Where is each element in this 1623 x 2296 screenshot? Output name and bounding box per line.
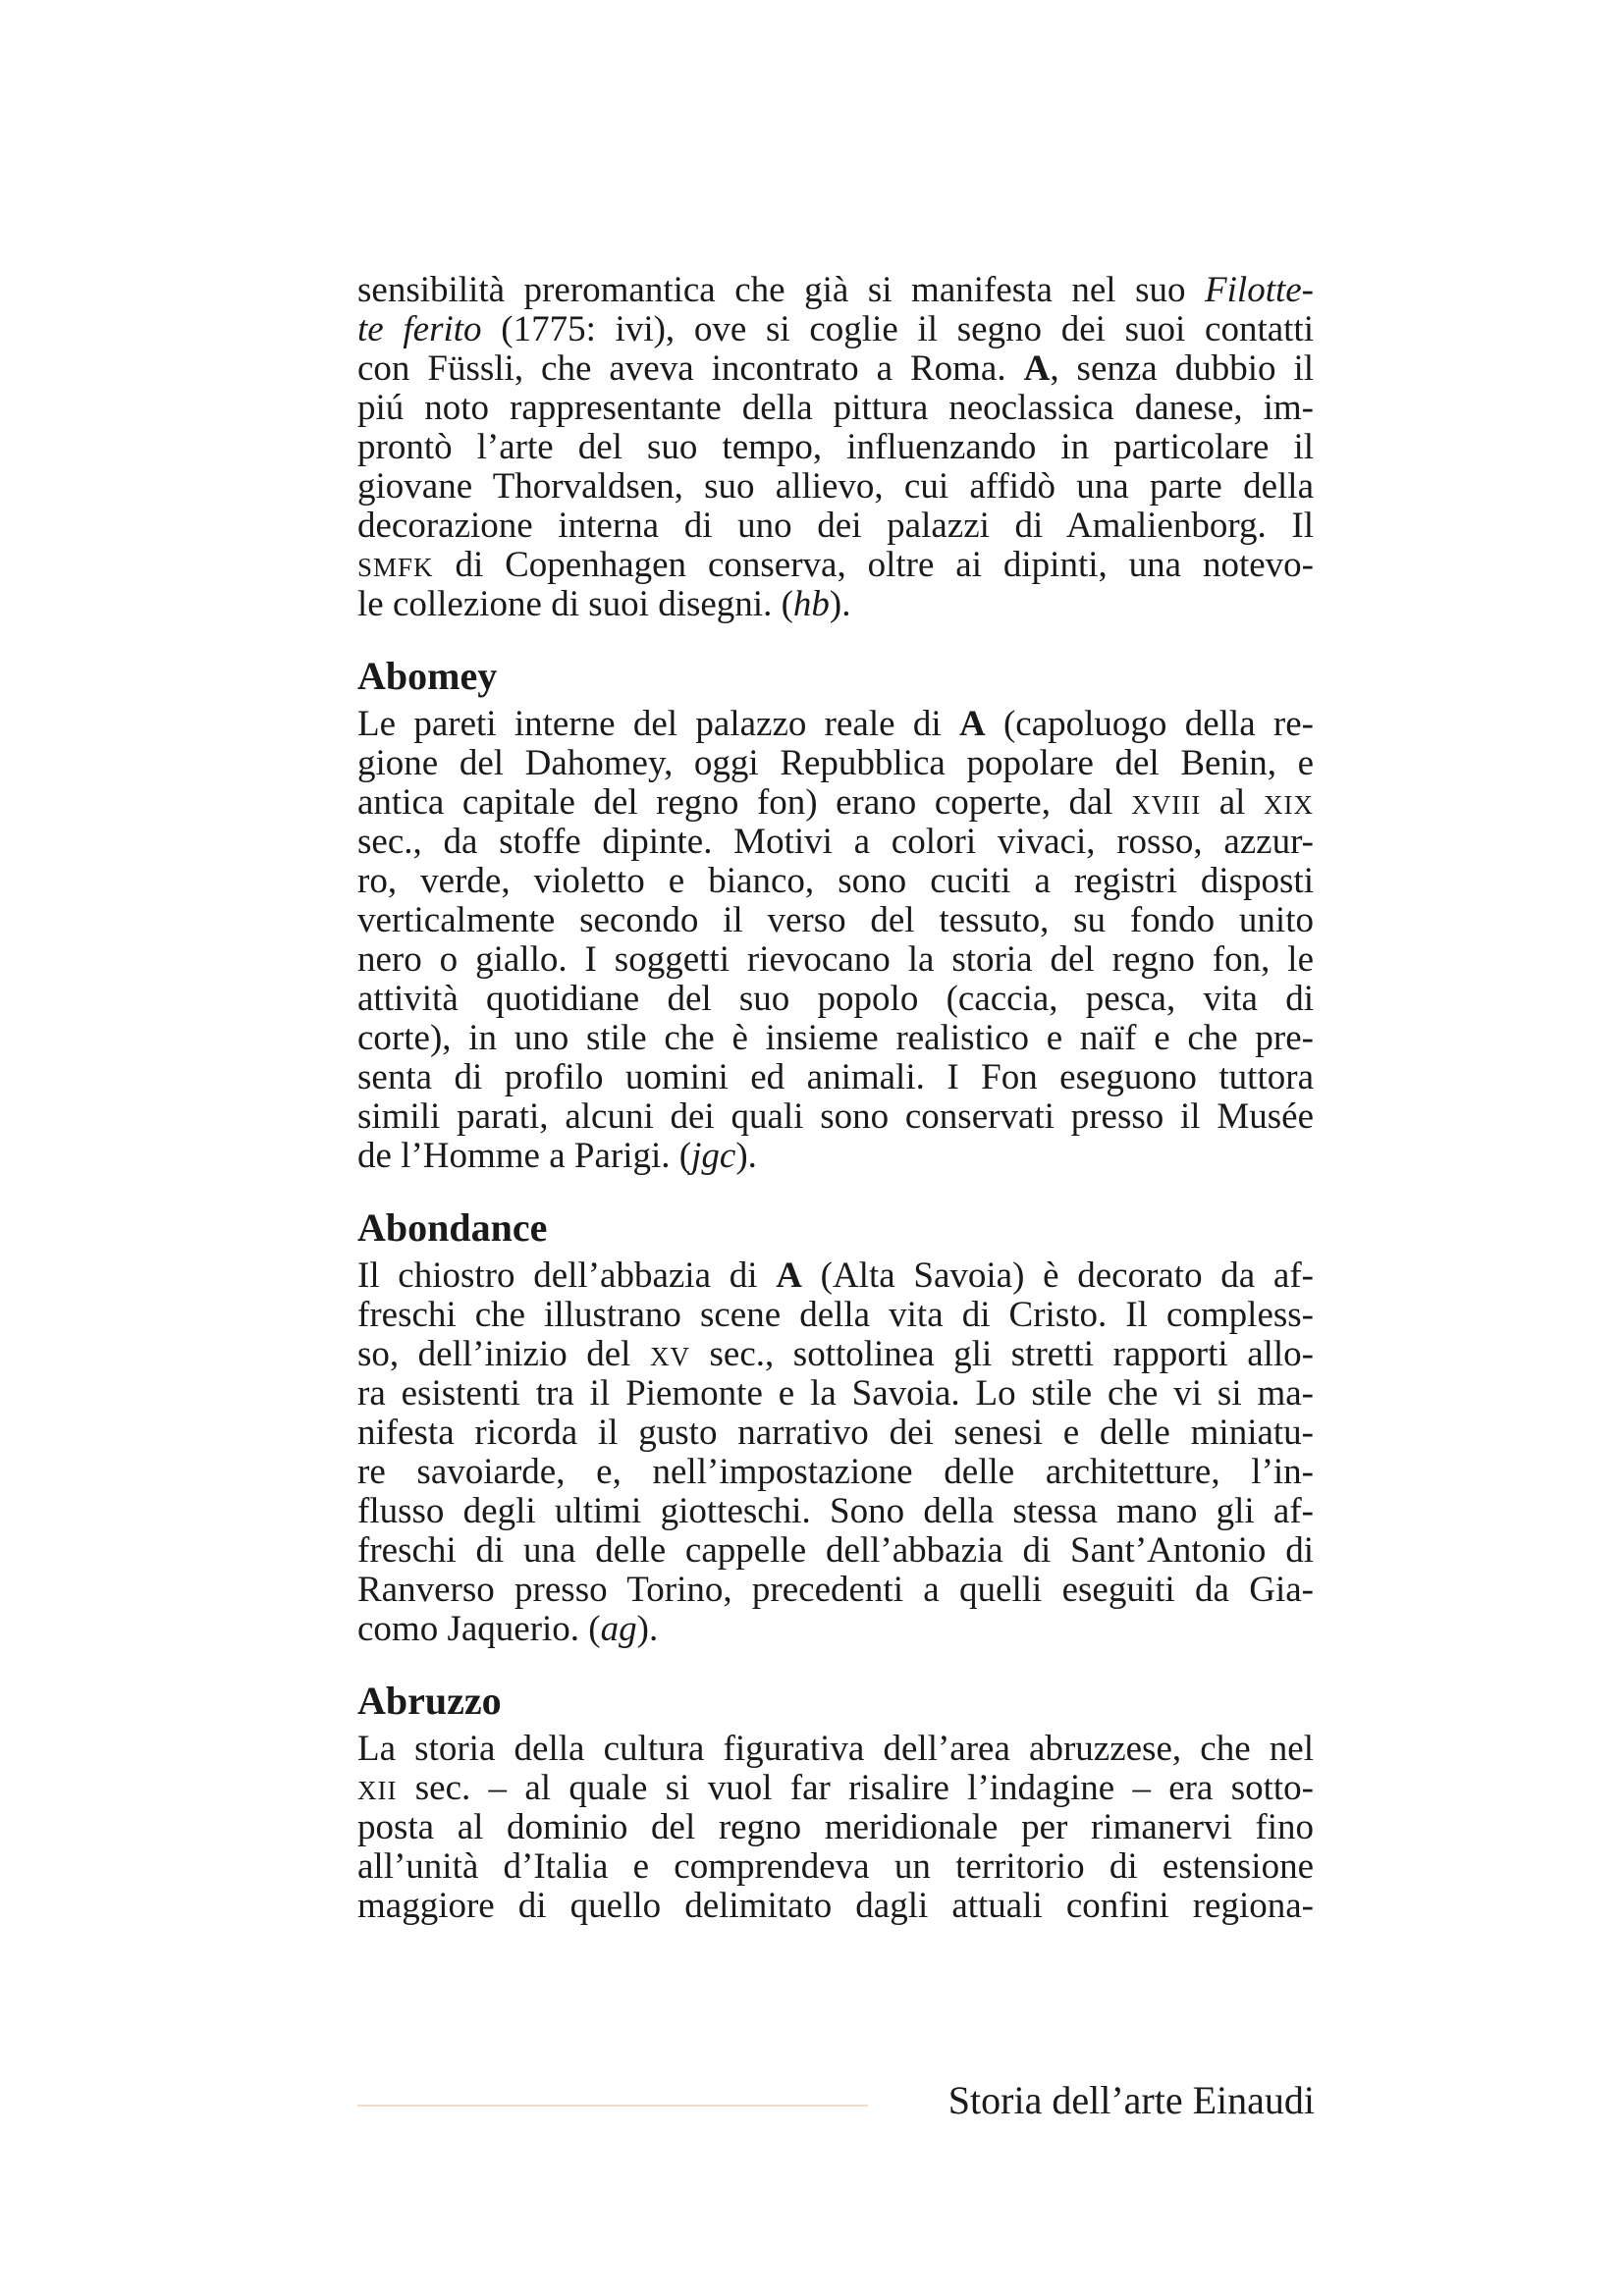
text-run: nifesta ricorda il gusto narrativo dei senesi e delle miniatu-: [357, 1413, 1314, 1453]
text-run: ).: [829, 584, 851, 624]
text-run: Il chiostro dell’abbazia di: [357, 1255, 777, 1296]
text-run: le collezione di suoi disegni. (: [357, 584, 793, 624]
text-line: [357, 783, 1314, 823]
bold-run: A: [958, 704, 986, 744]
entry-abomey: [357, 654, 1314, 1176]
text-run: verticalmente secondo il verso del tessuto, su fondo unito: [357, 900, 1314, 940]
text-line: [357, 1058, 1314, 1097]
text-run: al: [1201, 782, 1264, 823]
text-run: sensibilità preromantica che già si manifesta nel suo: [357, 270, 1206, 310]
entry-title: Abondance: [357, 1205, 548, 1250]
text-run: como Jaquerio. (: [357, 1609, 601, 1649]
italic-run: ag: [600, 1609, 637, 1649]
entry-text: [357, 1256, 1314, 1649]
text-line: [357, 940, 1314, 980]
text-run: posta al dominio del regno meridionale per rimanervi fino: [357, 1807, 1314, 1847]
text-run: ).: [636, 1609, 659, 1649]
text-run: decorazione interna di uno dei palazzi di Amalienborg. Il: [357, 506, 1314, 546]
entry-abondance: [357, 1205, 1314, 1649]
text-run: re savoiarde, e, nell’impostazione delle architetture, l’in-: [357, 1452, 1314, 1492]
text-run: antica capitale del regno fon) erano coperte, dal: [357, 782, 1132, 823]
italic-run: hb: [792, 584, 830, 624]
text-line: [357, 1256, 1314, 1296]
text-run: giovane Thorvaldsen, suo allievo, cui affidò una parte della: [357, 466, 1314, 507]
text-run: sec., da stoffe dipinte. Motivi a colori vivaci, rosso, azzur-: [357, 822, 1314, 862]
text-line: [357, 1571, 1314, 1610]
text-run: piú noto rappresentante della pittura neoclassica danese, im-: [357, 388, 1314, 428]
text-run: di Copenhagen conserva, oltre ai dipinti, una notevo-: [433, 545, 1314, 585]
text-run: La storia della cultura figurativa dell’area abruzzese, che nel: [357, 1729, 1314, 1769]
text-line: [357, 862, 1314, 901]
text-run: so, dell’inizio del: [357, 1334, 650, 1374]
text-line: [357, 349, 1314, 389]
text-line: [357, 1296, 1314, 1335]
text-run: sec. – al quale si vuol far risalire l’indagine – era sotto-: [397, 1768, 1314, 1808]
text-line: [357, 585, 1314, 624]
text-run: attività quotidiane del suo popolo (caccia, pesca, vita di: [357, 979, 1314, 1019]
italic-run: Filotte-: [1205, 270, 1314, 310]
bold-run: A: [776, 1255, 802, 1296]
text-run: freschi che illustrano scene della vita di Cristo. Il compless-: [357, 1295, 1314, 1335]
text-line: [357, 1847, 1314, 1887]
entry-abruzzo: [357, 1679, 1314, 1926]
text-run: Le pareti interne del palazzo reale di: [357, 704, 959, 744]
text-run: flusso degli ultimi giotteschi. Sono della stessa mano gli af-: [357, 1491, 1314, 1531]
text-run: nero o giallo. I soggetti rievocano la storia del regno fon, le: [357, 939, 1314, 980]
text-line: [357, 1453, 1314, 1492]
text-line: [357, 1137, 1314, 1176]
text-line: [357, 1808, 1314, 1847]
text-line: [357, 1374, 1314, 1414]
text-line: [357, 1531, 1314, 1571]
text-run: maggiore di quello delimitato dagli attuali confini regiona-: [357, 1886, 1314, 1926]
entry-text: [357, 1730, 1314, 1926]
text-line: [357, 980, 1314, 1019]
text-line: [357, 389, 1314, 428]
italic-run: te ferito: [357, 309, 482, 349]
smallcaps-run: XV: [650, 1342, 690, 1371]
text-run: , senza dubbio il: [1050, 348, 1314, 389]
text-run: all’unità d’Italia e comprendeva un territorio di estensione: [357, 1846, 1314, 1887]
text-run: ).: [735, 1136, 757, 1176]
smallcaps-run: XII: [357, 1776, 398, 1805]
text-line: [357, 428, 1314, 467]
text-run: senta di profilo uomini ed animali. I Fon eseguono tuttora: [357, 1057, 1314, 1097]
text-line: [357, 901, 1314, 940]
text-line: [357, 507, 1314, 546]
entry-title: Abruzzo: [357, 1679, 502, 1723]
text-run: simili parati, alcuni dei quali sono conservati presso il Musée: [357, 1096, 1314, 1137]
text-line: [357, 467, 1314, 507]
page-body: [357, 271, 1314, 1926]
text-run: ro, verde, violetto e bianco, sono cuciti a registri disposti: [357, 861, 1314, 901]
entry-text: [357, 705, 1314, 1176]
italic-run: jgc: [691, 1136, 736, 1176]
intro-paragraph: [357, 271, 1314, 624]
text-line: [357, 546, 1314, 585]
text-line: [357, 1610, 1314, 1649]
text-line: [357, 310, 1314, 349]
footer-rule: [357, 2105, 868, 2107]
text-run: freschi di una delle cappelle dell’abbazia di Sant’Antonio di: [357, 1530, 1314, 1571]
bold-run: A: [1023, 348, 1051, 389]
text-line: [357, 1414, 1314, 1453]
text-run: ra esistenti tra il Piemonte e la Savoia. Lo stile che vi si ma-: [357, 1373, 1314, 1414]
text-line: [357, 1887, 1314, 1926]
text-line: [357, 1019, 1314, 1058]
smallcaps-run: XVIII: [1131, 790, 1202, 820]
text-line: [357, 1769, 1314, 1808]
text-line: [357, 1335, 1314, 1374]
text-run: sec., sottolinea gli stretti rapporti allo-: [690, 1334, 1315, 1374]
text-line: [357, 1492, 1314, 1531]
footer-title: Storia dell’arte Einaudi: [947, 2078, 1315, 2122]
smallcaps-run: SMFK: [357, 553, 434, 582]
text-run: (1775: ivi), ove si coglie il segno dei suoi contatti: [481, 309, 1314, 349]
text-run: (capoluogo della re-: [985, 704, 1315, 744]
text-run: corte), in uno stile che è insieme realistico e naïf e che pre-: [357, 1018, 1314, 1058]
text-line: [357, 705, 1314, 744]
text-line: [357, 271, 1314, 310]
text-line: [357, 744, 1314, 783]
text-line: [357, 1730, 1314, 1769]
smallcaps-run: XIX: [1264, 790, 1314, 820]
text-run: gione del Dahomey, oggi Repubblica popolare del Benin, e: [357, 743, 1314, 783]
text-run: prontò l’arte del suo tempo, influenzando in particolare il: [357, 427, 1314, 467]
text-run: con Füssli, che aveva incontrato a Roma.: [357, 348, 1024, 389]
text-run: Ranverso presso Torino, precedenti a quelli eseguiti da Gia-: [357, 1570, 1314, 1610]
text-line: [357, 823, 1314, 862]
text-run: de l’Homme a Parigi. (: [357, 1136, 692, 1176]
text-run: (Alta Savoia) è decorato da af-: [801, 1255, 1314, 1296]
entry-title: Abomey: [357, 654, 498, 698]
text-line: [357, 1097, 1314, 1137]
